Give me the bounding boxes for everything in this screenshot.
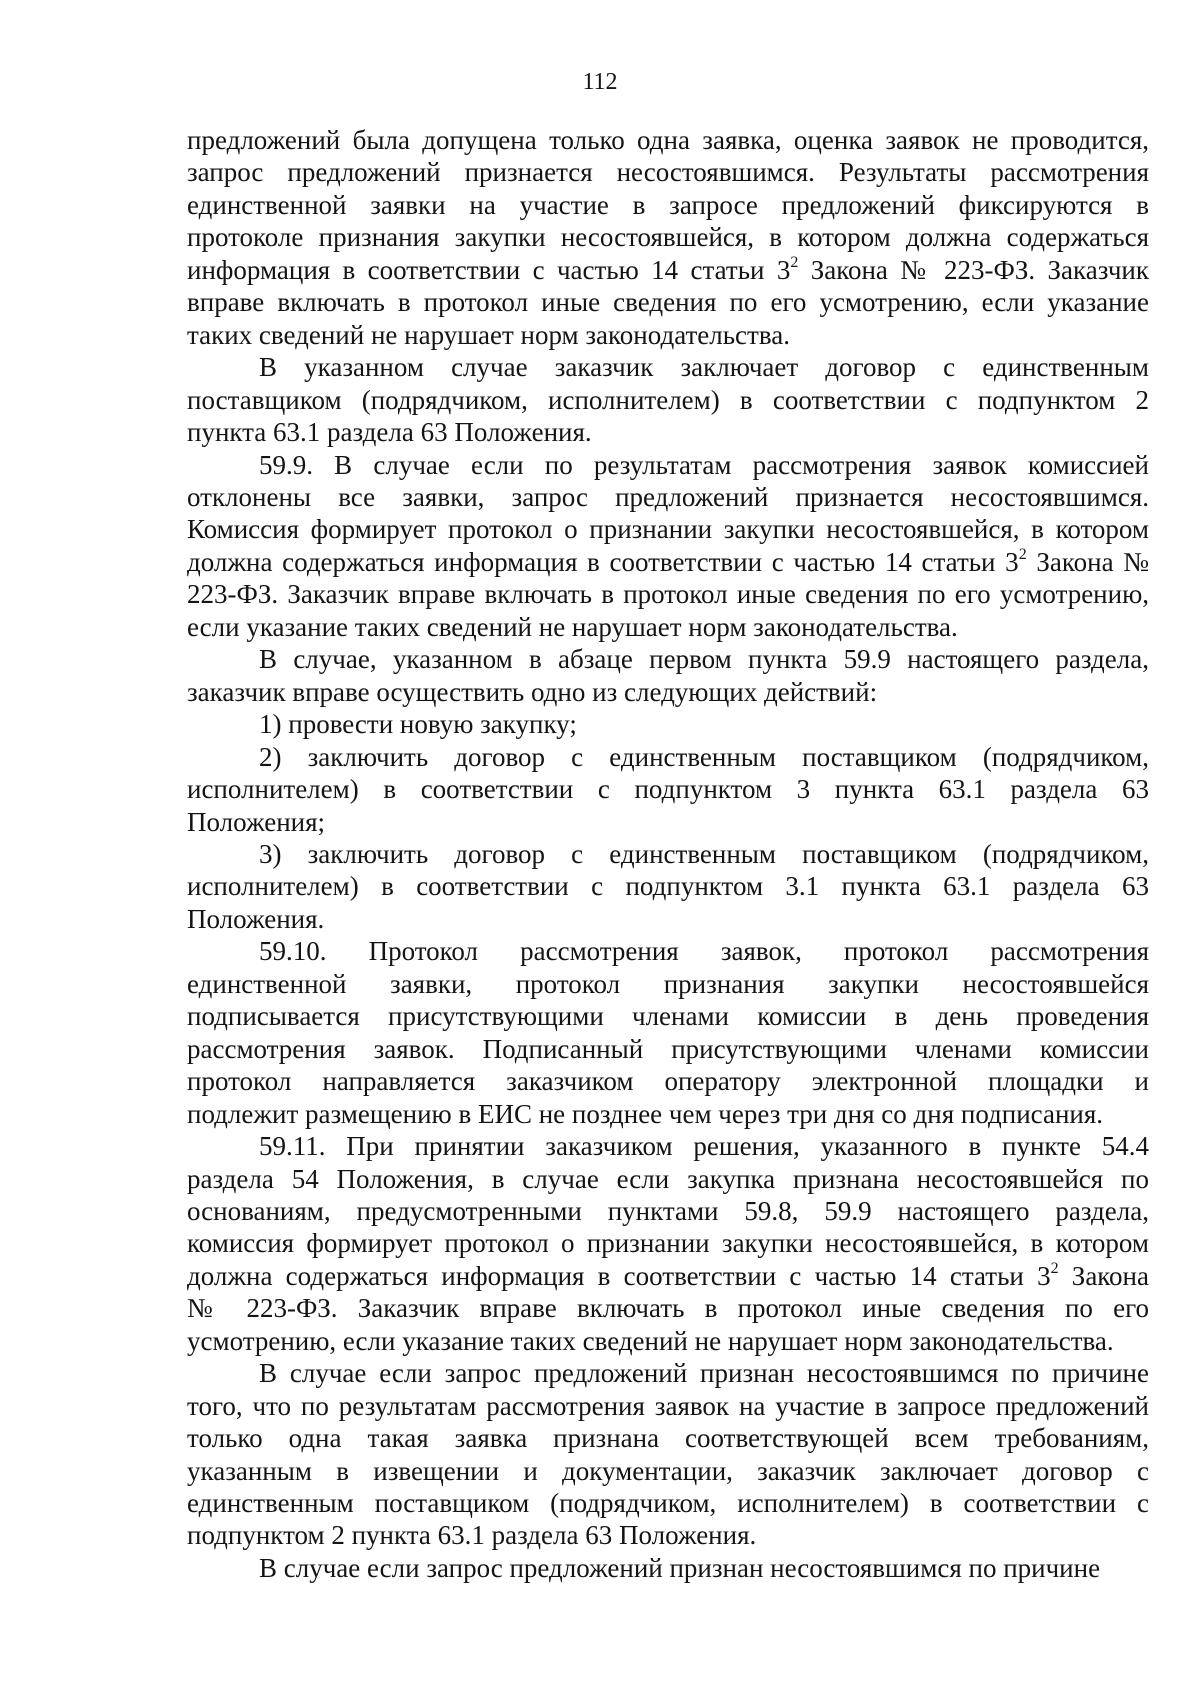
paragraph-line [187,124,1149,156]
paragraph-line [187,319,1149,351]
paragraph-line [187,156,1149,188]
paragraph-line [187,806,1149,838]
line-text: 223-ФЗ. Заказчик вправе включать в протокол иные сведения по его усмотрению, [187,579,1149,610]
line-text: заказчик вправе осуществить одно из следующих действий: [187,676,878,707]
superscript: 2 [1018,545,1027,563]
line-text: протокол направляется заказчиком оператору электронной площадки и [187,1066,1149,1097]
line-text: 59.10. Протокол рассмотрения заявок, протокол рассмотрения [259,936,1149,967]
line-text: 59.9. В случае если по результатам рассмотрения заявок комиссией [259,449,1149,480]
line-text: только одна такая заявка признана соответствующей всем требованиям, [187,1423,1149,1454]
line-text: пункта 63.1 раздела 63 Положения. [187,417,592,448]
paragraph-line [187,1519,1149,1551]
line-text: подписывается присутствующими членами комиссии в день проведения [187,1001,1149,1032]
paragraph-line [187,1422,1149,1454]
line-text: запрос предложений признается несостоявшимся. Результаты рассмотрения [187,157,1149,188]
line-text: если указание таких сведений не нарушает норм законодательства. [187,611,958,642]
line-text: раздела 54 Положения, в случае если закупка признана несостоявшейся по [187,1163,1149,1194]
paragraph-line [187,1455,1149,1487]
paragraph-line [187,1065,1149,1097]
line-text: предложений была допущена только одна заявка, оценка заявок не проводится, [187,125,1149,155]
paragraph-line [187,384,1149,416]
line-text: В указанном случае заказчик заключает договор с единственным [259,352,1149,383]
paragraph-line [187,254,1149,286]
paragraph-line [187,741,1149,773]
document-body [187,124,1149,1584]
line-text: 1) провести новую закупку; [259,709,577,740]
paragraph-line [187,935,1149,967]
line-text: комиссия формирует протокол о признании закупки несостоявшейся, в котором [187,1228,1149,1259]
line-text: отклонены все заявки, запрос предложений признается несостоявшимся. [187,481,1149,512]
paragraph-line [187,351,1149,383]
paragraph-line [187,1260,1149,1292]
paragraph-line [187,546,1149,578]
line-text: должна содержаться информация в соответствии с частью 14 статьи 3 [187,546,1019,577]
paragraph-line [187,1487,1149,1519]
line-text: В случае, указанном в абзаце первом пункта 59.9 настоящего раздела, [259,644,1149,675]
line-text-continued: Закона № 223-ФЗ. Заказчик [798,254,1149,285]
line-text: информация в соответствии с частью 14 статьи 3 [187,254,791,285]
paragraph-line [187,481,1149,513]
paragraph-line [187,676,1149,708]
paragraph-line [187,1195,1149,1227]
paragraph-line [187,1033,1149,1065]
paragraph-line [187,1000,1149,1032]
paragraph-line [187,513,1149,545]
paragraph-line [187,903,1149,935]
paragraph-line [187,416,1149,448]
line-text: исполнителем) в соответствии с подпунктом 3.1 пункта 63.1 раздела 63 [187,871,1149,902]
line-text: поставщиком (подрядчиком, исполнителем) в соответствии с подпунктом 2 [187,384,1149,415]
line-text: исполнителем) в соответствии с подпунктом 3 пункта 63.1 раздела 63 [187,774,1149,805]
line-text-continued: Закона [1058,1260,1149,1291]
line-text: таких сведений не нарушает норм законодательства. [187,319,790,350]
line-text: 59.11. При принятии заказчиком решения, указанного в пункте 54.4 [259,1131,1149,1162]
paragraph-line [187,1552,1149,1584]
superscript: 2 [1050,1259,1059,1277]
page-number: 112 [582,69,618,95]
paragraph-line [187,286,1149,318]
paragraph-line [187,708,1149,740]
line-text: того, что по результатам рассмотрения заявок на участие в запросе предложений [187,1390,1149,1421]
line-text: протоколе признания закупки несостоявшейся, в котором должна содержаться [187,222,1149,253]
line-text: подлежит размещению в ЕИС не позднее чем через три дня со дня подписания. [187,1098,1104,1129]
paragraph-line [187,870,1149,902]
line-text: вправе включать в протокол иные сведения по его усмотрению, если указание [187,287,1149,318]
line-text: В случае если запрос предложений признан несостоявшимся по причине [259,1358,1149,1389]
paragraph-line [187,1130,1149,1162]
line-text: 2) заключить договор с единственным поставщиком (подрядчиком, [259,741,1149,772]
line-text: указанным в извещении и документации, заказчик заключает договор с [187,1455,1149,1486]
paragraph-line [187,1098,1149,1130]
paragraph-line [187,449,1149,481]
paragraph-line [187,1163,1149,1195]
paragraph-line [187,1292,1149,1324]
paragraph-line [187,1325,1149,1357]
line-text: рассмотрения заявок. Подписанный присутствующими членами комиссии [187,1033,1149,1064]
paragraph-line [187,1227,1149,1259]
paragraph-line [187,611,1149,643]
paragraph-line [187,221,1149,253]
paragraph-line [187,1357,1149,1389]
paragraph-line [187,1390,1149,1422]
paragraph-line [187,643,1149,675]
paragraph-line [187,189,1149,221]
line-text: единственным поставщиком (подрядчиком, исполнителем) в соответствии с [187,1488,1149,1519]
line-text: В случае если запрос предложений признан несостоявшимся по причине [259,1552,1101,1583]
line-text: № 223-ФЗ. Заказчик вправе включать в протокол иные сведения по его [187,1293,1149,1324]
paragraph-line [187,968,1149,1000]
line-text: Положения. [187,903,325,934]
line-text: должна содержаться информация в соответствии с частью 14 статьи 3 [187,1260,1051,1291]
line-text: единственной заявки на участие в запросе предложений фиксируются в [187,189,1149,220]
line-text: основаниям, предусмотренными пунктами 59.8, 59.9 настоящего раздела, [187,1195,1149,1226]
paragraph-line [187,578,1149,610]
line-text: подпунктом 2 пункта 63.1 раздела 63 Положения. [187,1520,757,1551]
paragraph-line [187,838,1149,870]
line-text: 3) заключить договор с единственным поставщиком (подрядчиком, [259,838,1149,869]
line-text: Комиссия формирует протокол о признании закупки несостоявшейся, в котором [187,514,1149,545]
line-text: единственной заявки, протокол признания закупки несостоявшейся [187,968,1149,999]
superscript: 2 [790,253,799,271]
line-text-continued: Закона № [1026,546,1149,577]
line-text: Положения; [187,806,326,837]
line-text: усмотрению, если указание таких сведений не нарушает норм законодательства. [187,1325,1114,1356]
paragraph-line [187,773,1149,805]
